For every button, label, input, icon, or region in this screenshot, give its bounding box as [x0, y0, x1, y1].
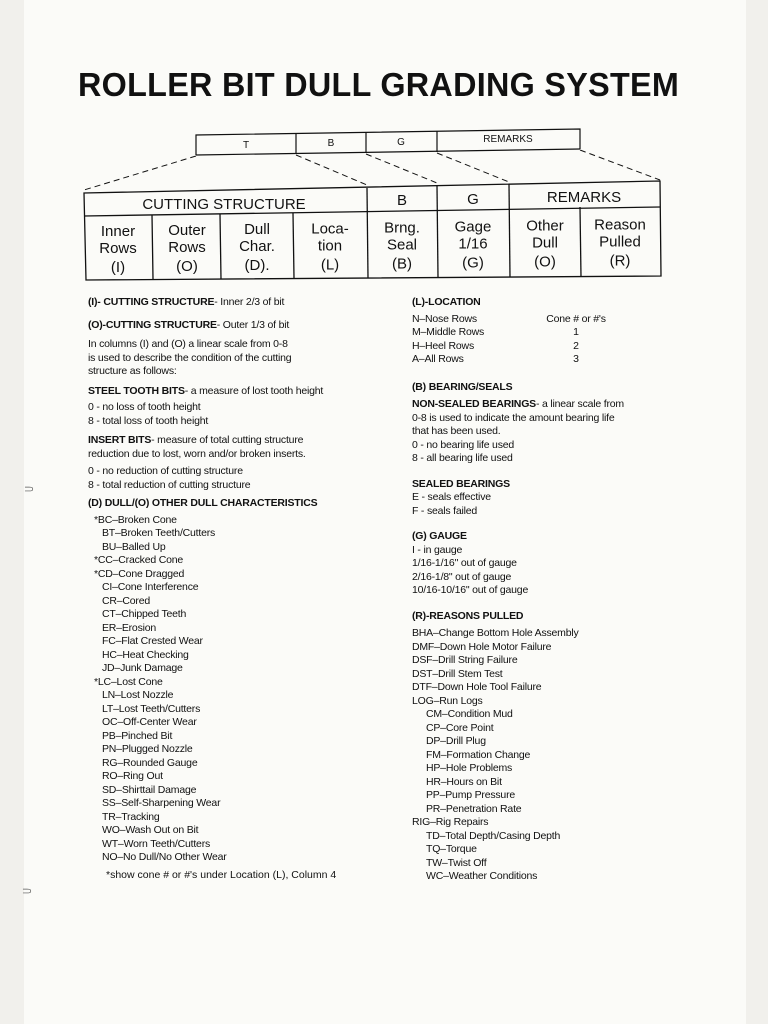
dull-code-item: CT–Chipped Teeth: [102, 608, 187, 620]
insert-bits-scale: [88, 465, 388, 492]
top-bar-t: T: [242, 140, 250, 151]
column-code-6: (O): [534, 253, 556, 271]
reason-code-item: HP–Hole Problems: [426, 762, 513, 774]
reason-code-item: TQ–Torque: [426, 843, 477, 855]
column-code-7: (R): [609, 252, 631, 270]
columns-note: [88, 338, 388, 379]
non-sealed-heading: NON-SEALED BEARINGS: [412, 398, 536, 410]
reason-code-item: FM–Formation Change: [426, 748, 531, 761]
outer-rows-desc: - Outer 1/3 of bit: [216, 318, 290, 331]
sealed-heading: SEALED BEARINGS: [412, 477, 510, 490]
dull-code-item: *CC–Cracked Cone: [94, 554, 184, 566]
punch-mark: ⸧: [22, 481, 36, 497]
inner-rows-heading: (I)- CUTTING STRUCTURE: [88, 296, 215, 308]
dull-code-item: NO–No Dull/No Other Wear: [102, 851, 227, 863]
dull-code-item: WO–Wash Out on Bit: [102, 824, 199, 836]
steel-tooth-scale: [88, 401, 388, 428]
location-item: N–Nose Rows: [412, 312, 477, 325]
dull-code-item: *BC–Broken Cone: [94, 513, 177, 526]
reason-code-item: WC–Weather Conditions: [426, 870, 538, 882]
column-label-1-1: Outer: [168, 222, 206, 240]
gauge-heading: (G) GAUGE: [412, 530, 467, 542]
dull-code-item: TR–Tracking: [102, 810, 160, 823]
dull-code-item: WT–Worn Teeth/Cutters: [102, 837, 211, 850]
left-column: [88, 296, 388, 865]
dull-code-item: CR–Cored: [102, 594, 151, 607]
column-label-1-5: Gage: [454, 218, 492, 236]
reason-code-item: DP–Drill Plug: [426, 735, 486, 747]
location-heading: (L)-LOCATION: [412, 296, 481, 308]
dull-code-item: JD–Junk Damage: [102, 662, 183, 674]
reason-code-item: CM–Condition Mud: [426, 708, 513, 720]
right-column: [412, 296, 712, 884]
non-sealed-desc-2: [412, 412, 712, 439]
dull-code-item: PB–Pinched Bit: [102, 729, 173, 742]
column-label-1-3: Loca-: [311, 220, 349, 238]
location-item: H–Heel Rows: [412, 339, 474, 352]
dull-code-item: OC–Off-Center Wear: [102, 716, 197, 728]
steel-tooth-heading: STEEL TOOTH BITS: [88, 384, 185, 397]
dull-code-item: PN–Plugged Nozzle: [102, 743, 193, 755]
top-bar-b: B: [327, 138, 335, 149]
sealed-scale: [412, 491, 712, 518]
column-label-2-1: Rows: [168, 239, 206, 257]
location-item: A–All Rows: [412, 353, 464, 365]
reason-code-item: DMF–Down Hole Motor Failure: [412, 640, 552, 653]
location-list: [412, 313, 712, 367]
steel-tooth-desc: - a measure of lost tooth height: [184, 384, 324, 397]
column-code-4: (B): [392, 255, 412, 273]
dull-code-item: *LC–Lost Cone: [94, 675, 163, 688]
group-remarks: REMARKS: [546, 189, 622, 206]
non-sealed-desc: - a linear scale from: [535, 398, 624, 410]
column-code-3: (L): [320, 256, 340, 274]
dull-code-item: *CD–Cone Dragged: [94, 567, 185, 580]
reason-code-item: HR–Hours on Bit: [426, 775, 502, 788]
dull-code-item: FC–Flat Crested Wear: [102, 635, 203, 647]
reason-code-item: DSF–Drill String Failure: [412, 654, 518, 666]
page-title: ROLLER BIT DULL GRADING SYSTEM: [78, 66, 680, 103]
scale-line: 0 - no reduction of cutting structure: [88, 465, 243, 477]
column-label-2-7: Pulled: [599, 233, 641, 251]
dull-code-item: LN–Lost Nozzle: [102, 689, 174, 701]
dull-code-item: BU–Balled Up: [102, 540, 166, 553]
reasons-pulled-heading: (R)-REASONS PULLED: [412, 609, 524, 622]
scale-line: 0 - no bearing life used: [412, 438, 515, 451]
dull-code-item: LT–Lost Teeth/Cutters: [102, 702, 201, 715]
cone-number: 2: [573, 339, 579, 352]
reason-code-item: CP–Core Point: [426, 721, 494, 734]
scale-line: 8 - total reduction of cutting structure: [88, 478, 251, 491]
gauge-line: 1/16-1/16" out of gauge: [412, 557, 517, 569]
column-label-1-2: Dull: [244, 221, 270, 239]
cone-number: 1: [573, 326, 579, 338]
column-label-1-0: Inner: [100, 223, 136, 240]
scale-line: 8 - total loss of tooth height: [88, 414, 209, 427]
dull-code-item: HC–Heat Checking: [102, 648, 189, 661]
location-item: M–Middle Rows: [412, 326, 485, 338]
column-label-2-0: Rows: [99, 240, 137, 257]
punch-mark: ⸧: [20, 883, 34, 899]
dull-code-item: RG–Rounded Gauge: [102, 756, 198, 769]
insert-bits-desc: - measure of total cutting structure: [151, 434, 304, 446]
scale-line: E - seals effective: [412, 491, 491, 503]
reason-code-item: BHA–Change Bottom Hole Assembly: [412, 627, 579, 639]
bearing-heading: (B) BEARING/SEALS: [412, 380, 513, 393]
gauge-line: I - in gauge: [412, 543, 463, 556]
dull-characteristics-list: [88, 514, 388, 865]
reason-code-item: TW–Twist Off: [426, 856, 487, 869]
dull-code-item: CI–Cone Interference: [102, 581, 199, 593]
dull-code-item: ER–Erosion: [102, 621, 157, 634]
column-code-5: (G): [462, 254, 484, 272]
inner-rows-desc: - Inner 2/3 of bit: [214, 296, 285, 308]
scale-line: F - seals failed: [412, 504, 478, 517]
non-sealed-scale: [412, 439, 712, 466]
column-label-2-5: 1/16: [458, 235, 488, 253]
reason-code-item: LOG–Run Logs: [412, 694, 483, 707]
reason-code-item: TD–Total Depth/Casing Depth: [426, 829, 561, 842]
group-gage: G: [467, 191, 479, 208]
outer-rows-heading: (O)-CUTTING STRUCTURE: [88, 318, 217, 331]
column-label-2-2: Char.: [239, 238, 275, 256]
column-code-2: (D).: [244, 257, 270, 275]
fan-lines: [84, 150, 660, 190]
column-label-1-7: Reason: [594, 216, 646, 234]
dull-code-item: SS–Self-Sharpening Wear: [102, 797, 221, 809]
column-code-1: (O): [176, 258, 198, 276]
cone-column-heading: Cone # or #'s: [546, 312, 606, 325]
column-label-1-6: Other: [526, 217, 564, 235]
column-code-0: (I): [110, 259, 126, 276]
gauge-scale: [412, 544, 712, 598]
column-label-2-6: Dull: [532, 234, 558, 252]
group-cutting-structure: CUTTING STRUCTURE: [142, 196, 306, 213]
top-bar-g: G: [397, 137, 405, 148]
columns-note-line: is used to describe the condition of the cutting: [88, 351, 292, 364]
reasons-pulled-list: [412, 627, 712, 884]
top-bar-remarks: REMARKS: [483, 134, 533, 145]
dull-characteristics-heading: (D) DULL/(O) OTHER DULL CHARACTERISTICS: [88, 497, 318, 509]
column-label-2-3: tion: [317, 237, 343, 255]
gauge-line: 2/16-1/8" out of gauge: [412, 570, 512, 583]
scale-line: 8 - all bearing life used: [412, 452, 513, 464]
scale-line: 0 - no loss of tooth height: [88, 401, 201, 413]
reason-code-item: PR–Penetration Rate: [426, 802, 522, 815]
non-sealed-desc-line: 0-8 is used to indicate the amount bearing life: [412, 411, 615, 424]
grading-chart: [0, 0, 768, 300]
non-sealed-desc-line: that has been used.: [412, 425, 501, 437]
reason-code-item: RIG–Rig Repairs: [412, 816, 489, 828]
insert-bits-desc-2: reduction due to lost, worn and/or broken inserts.: [88, 447, 306, 460]
dull-code-item: SD–Shirttail Damage: [102, 783, 197, 796]
footnote: *show cone # or #'s under Location (L), Column 4: [106, 869, 337, 881]
dull-code-item: BT–Broken Teeth/Cutters: [102, 527, 216, 539]
reason-code-item: DTF–Down Hole Tool Failure: [412, 681, 542, 693]
dull-code-item: RO–Ring Out: [102, 770, 163, 782]
reason-code-item: PP–Pump Pressure: [426, 789, 516, 801]
column-label-2-4: Seal: [386, 236, 418, 254]
column-label-1-4: Brng.: [384, 219, 420, 237]
columns-note-line: In columns (I) and (O) a linear scale from 0-8: [88, 338, 288, 350]
group-bearing: B: [396, 192, 408, 209]
insert-bits-heading: INSERT BITS: [88, 434, 152, 446]
cone-number: 3: [573, 353, 579, 365]
reason-code-item: DST–Drill Stem Test: [412, 667, 503, 680]
gauge-line: 10/16-10/16" out of gauge: [412, 584, 529, 596]
columns-note-line: structure as follows:: [88, 365, 177, 377]
